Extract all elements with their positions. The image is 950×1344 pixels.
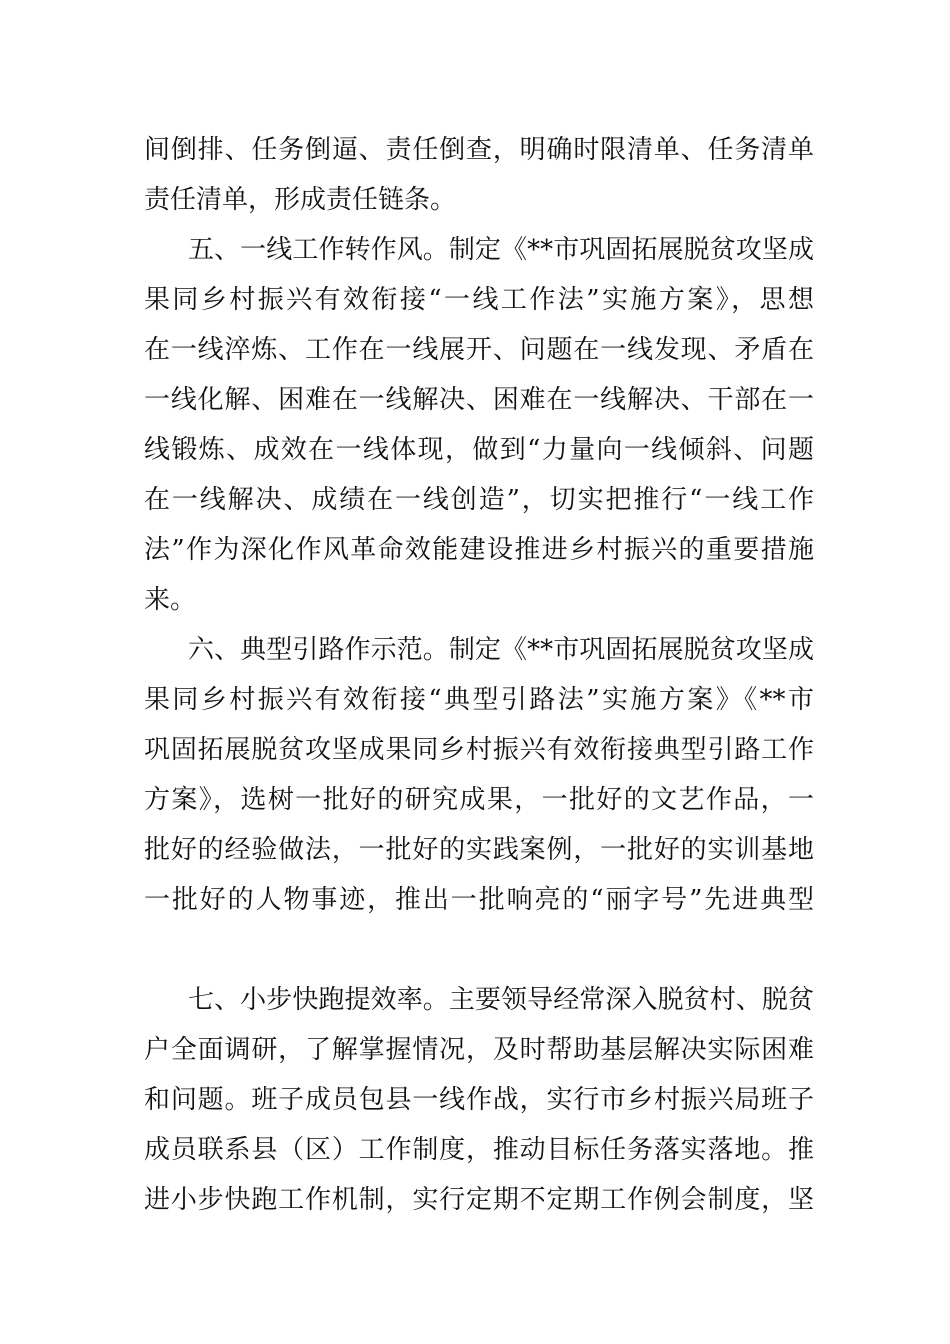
paragraph-7-line-2: 户全面调研，了解掌握情况，及时帮助基层解决实际困难 (144, 1035, 814, 1065)
paragraph-5-line-8: 来。 (144, 585, 197, 615)
paragraph-5-line-1: 五、一线工作转作风。制定《**市巩固拓展脱贫攻坚成 (188, 235, 814, 265)
paragraph-5-line-3: 在一线淬炼、工作在一线展开、问题在一线发现、矛盾在 (144, 335, 814, 365)
paragraph-5-line-7: 法”作为深化作风革命效能建设推进乡村振兴的重要措施 (144, 535, 814, 565)
paragraph-6-line-5: 批好的经验做法，一批好的实践案例，一批好的实训基地 (144, 835, 814, 865)
paragraph-5-line-2: 果同乡村振兴有效衔接“一线工作法”实施方案》，思想 (144, 285, 814, 315)
paragraph-5-line-4: 一线化解、困难在一线解决、困难在一线解决、干部在一 (144, 385, 814, 415)
paragraph-6-line-1: 六、典型引路作示范。制定《**市巩固拓展脱贫攻坚成 (188, 635, 814, 665)
paragraph-5-line-5: 线锻炼、成效在一线体现，做到“力量向一线倾斜、问题 (144, 435, 814, 465)
paragraph-4-line-1: 间倒排、任务倒逼、责任倒查，明确时限清单、任务清单 (144, 135, 814, 165)
paragraph-7-line-3: 和问题。班子成员包县一线作战，实行市乡村振兴局班子 (144, 1085, 814, 1115)
paragraph-7-line-5: 进小步快跑工作机制，实行定期不定期工作例会制度，坚 (144, 1185, 814, 1215)
paragraph-6-line-6: 一批好的人物事迹，推出一批响亮的“丽字号”先进典型 (144, 885, 814, 915)
paragraph-7-line-4: 成员联系县（区）工作制度，推动目标任务落实落地。推 (144, 1135, 814, 1165)
paragraph-4-line-2: 责任清单，形成责任链条。 (144, 185, 457, 215)
paragraph-6-line-3: 巩固拓展脱贫攻坚成果同乡村振兴有效衔接典型引路工作 (144, 735, 814, 765)
paragraph-5-line-6: 在一线解决、成绩在一线创造”，切实把推行“一线工作 (144, 485, 814, 515)
paragraph-6-line-2: 果同乡村振兴有效衔接“典型引路法”实施方案》《**市 (144, 685, 814, 715)
paragraph-7-line-1: 七、小步快跑提效率。主要领导经常深入脱贫村、脱贫 (188, 985, 814, 1015)
paragraph-6-line-4: 方案》，选树一批好的研究成果，一批好的文艺作品，一 (144, 785, 814, 815)
